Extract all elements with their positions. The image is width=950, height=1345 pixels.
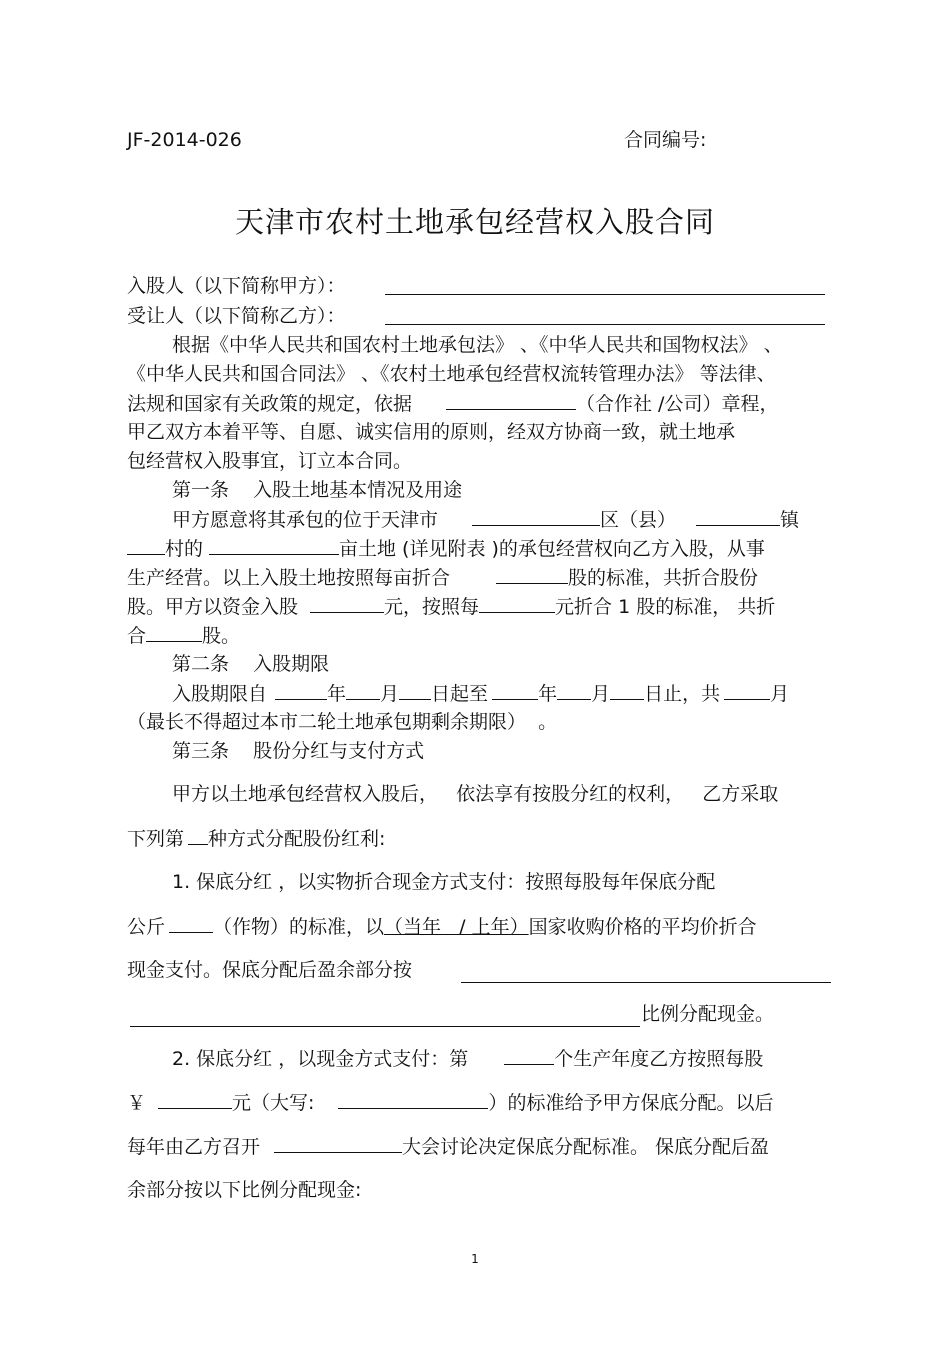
art2-text-b: 年	[327, 683, 347, 705]
art1-line-3	[127, 565, 758, 590]
start-month-blank[interactable]	[346, 681, 380, 700]
art2-text-c: 月	[380, 683, 400, 705]
end-year-blank[interactable]	[492, 681, 538, 700]
art1-text-e: 亩土地 (详见附表 )的承包经营权向乙方入股，从事	[339, 538, 765, 560]
method-1-line-4: 比例分配现金。	[641, 1003, 775, 1025]
cooperative-name-blank[interactable]	[446, 391, 576, 410]
art3-text-b: 种方式分配股份红利:	[208, 828, 386, 850]
total-months-blank[interactable]	[724, 681, 770, 700]
art1-text-l: 股。	[202, 625, 241, 647]
acreage-blank[interactable]	[209, 536, 339, 555]
m2-text-b: 个生产年度乙方按照每股	[554, 1048, 764, 1070]
method-2-line-4: 余部分按以下比例分配现金:	[127, 1179, 362, 1201]
page-number: 1	[471, 1252, 479, 1266]
art3-text-a: 下列第	[127, 828, 185, 850]
art2-text-g: 日止，共	[644, 683, 721, 705]
art3-para-1: 甲方以土地承包经营权入股后， 依法享有按股分红的权利， 乙方采取	[172, 783, 779, 805]
m1-text-a: 公斤	[127, 916, 166, 938]
start-year-blank[interactable]	[275, 681, 327, 700]
art1-text-h: 股。甲方以资金入股	[127, 596, 299, 618]
art1-text-c: 镇	[780, 509, 800, 531]
m1-text-c: 国家收购价格的平均价折合	[528, 916, 757, 938]
art2-text-a: 入股期限自	[172, 683, 268, 705]
surplus-ratio-blank-2[interactable]	[130, 1026, 640, 1027]
method-2-line-1	[172, 1046, 763, 1071]
art2-text-d: 日起至	[431, 683, 489, 705]
m2-text-g: 大会讨论决定保底分配标准。 保底分配后盈	[402, 1136, 770, 1158]
intro-line-3	[127, 391, 778, 416]
village-blank[interactable]	[127, 536, 165, 555]
art2-text-e: 年	[538, 683, 558, 705]
art1-text-k: 合	[127, 625, 147, 647]
intro-line-1: 根据《中华人民共和国农村土地承包法》 、《中华人民共和国物权法》 、	[172, 334, 783, 356]
art1-text-i: 元，按照每	[384, 596, 480, 618]
production-year-blank[interactable]	[504, 1046, 554, 1065]
art2-text-h: 月	[770, 683, 790, 705]
article-3-heading: 第三条 股份分红与支付方式	[172, 740, 425, 762]
amount-words-blank[interactable]	[338, 1090, 488, 1109]
method-2-line-3	[127, 1134, 769, 1159]
amount-figures-blank[interactable]	[158, 1090, 232, 1109]
art2-text-f: 月	[591, 683, 611, 705]
shares-per-mu-blank[interactable]	[496, 565, 568, 584]
m2-text-e: 的标准给予甲方保底分配。以后	[507, 1092, 774, 1114]
art1-line-1	[172, 507, 799, 532]
yuan-symbol: ￥	[127, 1092, 147, 1114]
art1-line-5	[127, 623, 240, 648]
intro-line-3-text-a: 法规和国家有关政策的规定，依据	[127, 393, 413, 415]
art1-text-a: 甲方愿意将其承包的位于天津市	[172, 509, 439, 531]
art3-para-2	[127, 826, 385, 851]
m2-text-d: ）	[488, 1092, 508, 1114]
art1-line-2	[127, 536, 765, 561]
method-1-line-2	[127, 914, 757, 939]
m2-text-a: 2. 保底分红 ，以现金方式支付：第	[172, 1048, 469, 1070]
method-1-line-3: 现金支付。保底分配后盈余部分按	[127, 959, 413, 981]
total-shares-blank[interactable]	[146, 623, 202, 642]
party-b-label: 受让人（以下简称乙方）：	[127, 305, 346, 327]
art2-line-1	[172, 681, 789, 706]
method-number-blank[interactable]	[188, 826, 208, 845]
end-month-blank[interactable]	[557, 681, 591, 700]
meeting-type-blank[interactable]	[274, 1134, 402, 1153]
article-2-heading: 第二条 入股期限	[172, 653, 330, 675]
start-day-blank[interactable]	[399, 681, 431, 700]
kg-per-share-blank[interactable]	[169, 914, 213, 933]
m1-text-b: （作物）的标准，以	[213, 916, 385, 938]
art1-text-b: 区（县）	[600, 509, 677, 531]
art1-text-d: 村的	[165, 538, 204, 560]
intro-line-4: 甲乙双方本着平等、自愿、诚实信用的原则，经双方协商一致，就土地承	[127, 421, 736, 443]
method-1-line-1: 1. 保底分红 ，以实物折合现金方式支付：按照每股每年保底分配	[172, 871, 716, 893]
capital-amount-blank[interactable]	[310, 594, 384, 613]
page-title: 天津市农村土地承包经营权入股合同	[234, 205, 715, 239]
art2-line-2: （最长不得超过本市二轮土地承包期剩余期限） 。	[127, 711, 558, 733]
article-1-heading: 第一条 入股土地基本情况及用途	[172, 479, 463, 501]
intro-line-3-text-b: （合作社 /公司）章程，	[576, 393, 779, 415]
party-b-blank[interactable]	[385, 324, 825, 325]
method-2-line-2	[127, 1090, 773, 1115]
year-choice-option[interactable]: （当年 / 上年）	[384, 916, 529, 938]
m2-text-c: 元（大写:	[232, 1092, 315, 1114]
art1-text-f: 生产经营。以上入股土地按照每亩折合	[127, 567, 451, 589]
surplus-ratio-blank-1[interactable]	[461, 982, 831, 983]
party-a-blank[interactable]	[385, 294, 825, 295]
art1-text-j: 元折合 1 股的标准， 共折	[555, 596, 776, 618]
m2-text-f: 每年由乙方召开	[127, 1136, 261, 1158]
intro-line-5: 包经营权入股事宜，订立本合同。	[127, 450, 413, 472]
intro-line-2: 《中华人民共和国合同法》 、《农村土地承包经营权流转管理办法》 等法律、	[127, 363, 776, 385]
party-a-label: 入股人（以下简称甲方）：	[127, 275, 346, 297]
district-blank[interactable]	[472, 507, 600, 526]
art1-line-4	[127, 594, 775, 619]
art1-text-g: 股的标准，共折合股份	[568, 567, 759, 589]
doc-code: JF-2014-026	[127, 129, 242, 151]
contract-number-label: 合同编号:	[624, 129, 707, 151]
end-day-blank[interactable]	[610, 681, 644, 700]
yuan-per-share-blank[interactable]	[479, 594, 555, 613]
town-blank[interactable]	[696, 507, 780, 526]
